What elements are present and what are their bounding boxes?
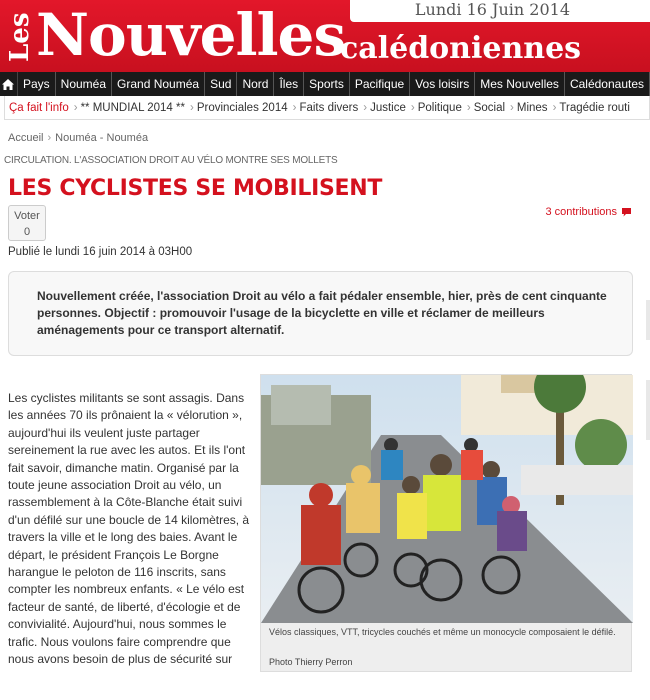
contributions-label: 3 contributions (545, 206, 617, 218)
main-nav (0, 72, 650, 96)
article-kicker: CIRCULATION. L'ASSOCIATION DROIT AU VÉLO MONTRE SES MOLLETS (4, 155, 338, 166)
contributions-link[interactable] (545, 206, 632, 218)
nav-item-caledonautes[interactable]: Calédonautes (565, 72, 650, 96)
side-widget-edge (646, 300, 650, 340)
logo-nouvelles[interactable]: Nouvelles (36, 1, 346, 69)
trending-item[interactable]: Tragédie routi (559, 101, 630, 114)
home-button[interactable] (0, 72, 18, 96)
nav-item-iles[interactable]: Îles (274, 72, 304, 96)
vote-button[interactable] (8, 205, 46, 241)
photo-credit: Photo Thierry Perron (269, 657, 353, 667)
breadcrumb: Accueil › Nouméa - Nouméa (8, 132, 149, 144)
nav-item-sports[interactable]: Sports (304, 72, 350, 96)
trending-separator: › (73, 101, 78, 114)
nav-item-vos-loisirs[interactable]: Vos loisirs (410, 72, 475, 96)
trending-item[interactable]: Politique (417, 101, 462, 114)
nav-item-pays[interactable]: Pays (18, 72, 56, 96)
logo-les: Les (5, 12, 35, 62)
article-photo[interactable] (260, 374, 632, 672)
nav-item-nord[interactable]: Nord (237, 72, 274, 96)
article-title: LES CYCLISTES SE MOBILISENT (8, 176, 383, 201)
comment-icon (621, 207, 632, 217)
current-date: Lundi 16 Juin 2014 (414, 0, 570, 19)
trending-item[interactable]: Faits divers (299, 101, 359, 114)
nav-item-pacifique[interactable]: Pacifique (350, 72, 410, 96)
publish-date: Publié le lundi 16 juin 2014 à 03H00 (8, 246, 193, 258)
masthead (0, 0, 650, 72)
article-lead: Nouvellement créée, l'association Droit au vélo a fait pédaler ensemble, hier, près de cent cinquante personnes. Objectif : promouvoir l'usage de la bicyclette en ville et réclamer de meilleurs aménagements pour ce transport alternatif. (8, 271, 633, 356)
nav-item-mes-nouvelles[interactable]: Mes Nouvelles (475, 72, 565, 96)
vote-count: 0 (23, 226, 31, 238)
home-icon (1, 78, 15, 91)
article-body: Les cyclistes militants se sont assagis. Dans les années 70 ils prônaient la « vélorution », aujourd'hui ils veulent juste partager sereinement la rue avec les autos. Et ils l'ont fait savoir, dimanche matin. Organisé par la toute jeune association Droit au vélo, un rassemblement à la Côte-Blanche était suivi d'un défilé sur une boucle de 14 kilomètres, à travers la ville et le long des baies. Avant le départ, le président François Le Borgne harangue le peloton de 116 inscrits, sans compter les nombreux enfants. « Le vélo est facteur de santé, de liberté, d'écologie et de convivialité. Aujourd'hui, nous sommes le trafic. Nous voulons faire comprendre que nous avons besoin de plus de sécurité sur (8, 391, 250, 667)
breadcrumb-home[interactable]: Accueil (8, 132, 44, 144)
photo-caption: Vélos classiques, VTT, tricycles couchés et même un monocycle composaient le défilé. (269, 627, 616, 637)
trending-item[interactable]: Provinciales 2014 (196, 101, 288, 114)
trending-bar: Ça fait l'info › ** MUNDIAL 2014 ** › Provinciales 2014 › Faits divers › Justice › Politique › Social › Mines › Tragédie routi (4, 96, 650, 120)
cyclists-photo[interactable] (261, 375, 633, 623)
trending-item[interactable]: Justice (370, 101, 406, 114)
logo-caledoniennes[interactable]: calédoniennes (340, 31, 582, 66)
trending-item[interactable]: Social (473, 101, 506, 114)
breadcrumb-section[interactable]: Nouméa - Nouméa (55, 132, 149, 144)
nav-item-grand-noumea[interactable]: Grand Nouméa (112, 72, 205, 96)
nav-item-noumea[interactable]: Nouméa (56, 72, 112, 96)
trending-item[interactable]: Mines (516, 101, 548, 114)
side-widget-edge (646, 380, 650, 440)
trending-item[interactable]: ** MUNDIAL 2014 ** (80, 101, 185, 114)
trending-label: Ça fait l'info (9, 101, 69, 114)
vote-label: Voter (14, 210, 40, 222)
nav-item-sud[interactable]: Sud (205, 72, 237, 96)
